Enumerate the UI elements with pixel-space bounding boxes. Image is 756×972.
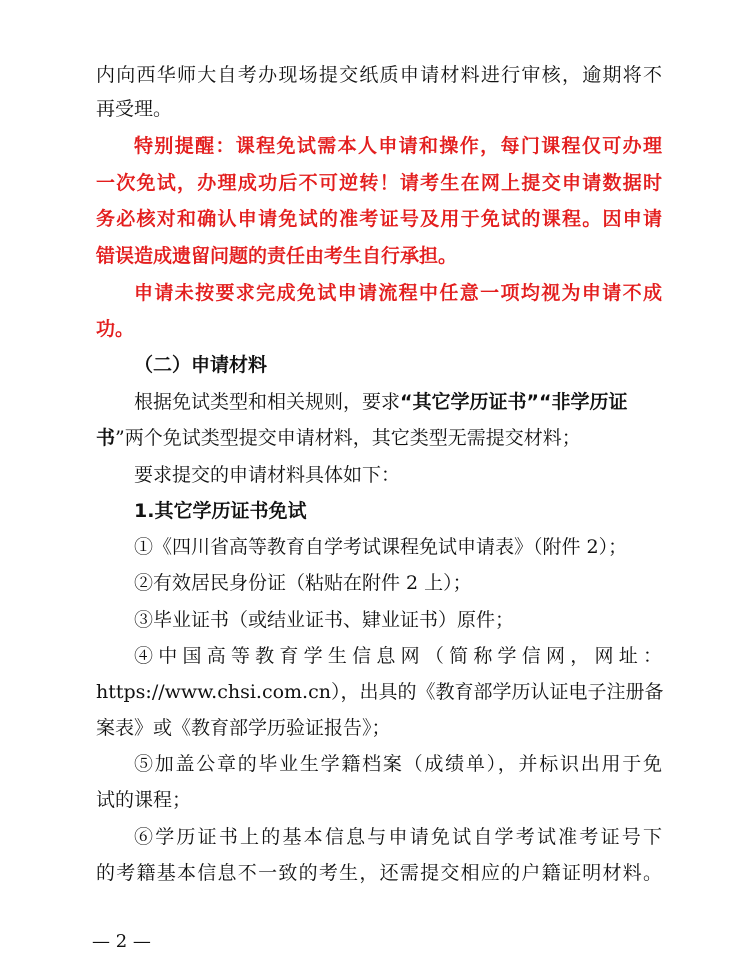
rules-line xyxy=(96,426,581,450)
list-item: ②有效居民身份证（粘贴在附件 2 上）； xyxy=(134,572,472,594)
warning-line: 功。 xyxy=(96,318,135,340)
page-number: — 2 — xyxy=(92,931,151,952)
list-item-continuation: 案表》或《教育部学历验证报告》； xyxy=(96,717,391,739)
rules-text: 根据免试类型和相关规则，要求 xyxy=(134,391,401,413)
reminder-line: 务必核对和确认申请免试的准考证号及用于免试的课程。因申请 xyxy=(96,208,662,230)
list-item: ③毕业证书（或结业证书、肄业证书）原件； xyxy=(134,609,515,631)
reminder-line: 特别提醒：课程免试需本人申请和操作，每门课程仅可办理 xyxy=(134,135,662,157)
list-item-continuation: https://www.chsi.com.cn），出具的《教育部学历认证电子注册备 xyxy=(96,681,664,703)
list-item: ⑤加盖公章的毕业生学籍档案（成绩单），并标识出用于免 xyxy=(134,753,662,775)
paragraph-line: 内向西华师大自考办现场提交纸质申请材料进行审核，逾期将不 xyxy=(96,64,662,86)
list-item-continuation: 的考籍基本信息不一致的考生，还需提交相应的户籍证明材料。 xyxy=(96,862,662,884)
rules-emphasis: 书 xyxy=(96,427,116,449)
list-item-continuation: 试的课程； xyxy=(96,789,192,811)
intro-line: 要求提交的申请材料具体如下： xyxy=(134,464,401,486)
list-item: ①《四川省高等教育自学考试课程免试申请表》（附件 2）； xyxy=(134,536,628,558)
item-heading: 1.其它学历证书免试 xyxy=(134,500,307,522)
paragraph-line: 再受理。 xyxy=(96,98,173,120)
section-heading: （二）申请材料 xyxy=(134,354,268,376)
list-item: ④中国高等教育学生信息网（简称学信网，网址： xyxy=(134,645,662,667)
reminder-line: 一次免试，办理成功后不可逆转！请考生在网上提交申请数据时 xyxy=(96,172,662,194)
rules-text: ”两个免试类型提交申请材料，其它类型无需提交材料； xyxy=(115,427,581,449)
warning-line: 申请未按要求完成免试申请流程中任意一项均视为申请不成 xyxy=(134,282,662,304)
list-item: ⑥学历证书上的基本信息与申请免试自学考试准考证号下 xyxy=(134,826,662,848)
reminder-line: 错误造成遗留问题的责任由考生自行承担。 xyxy=(96,245,458,267)
rules-line xyxy=(134,390,627,414)
rules-emphasis: “其它学历证书”“非学历证 xyxy=(400,391,628,413)
